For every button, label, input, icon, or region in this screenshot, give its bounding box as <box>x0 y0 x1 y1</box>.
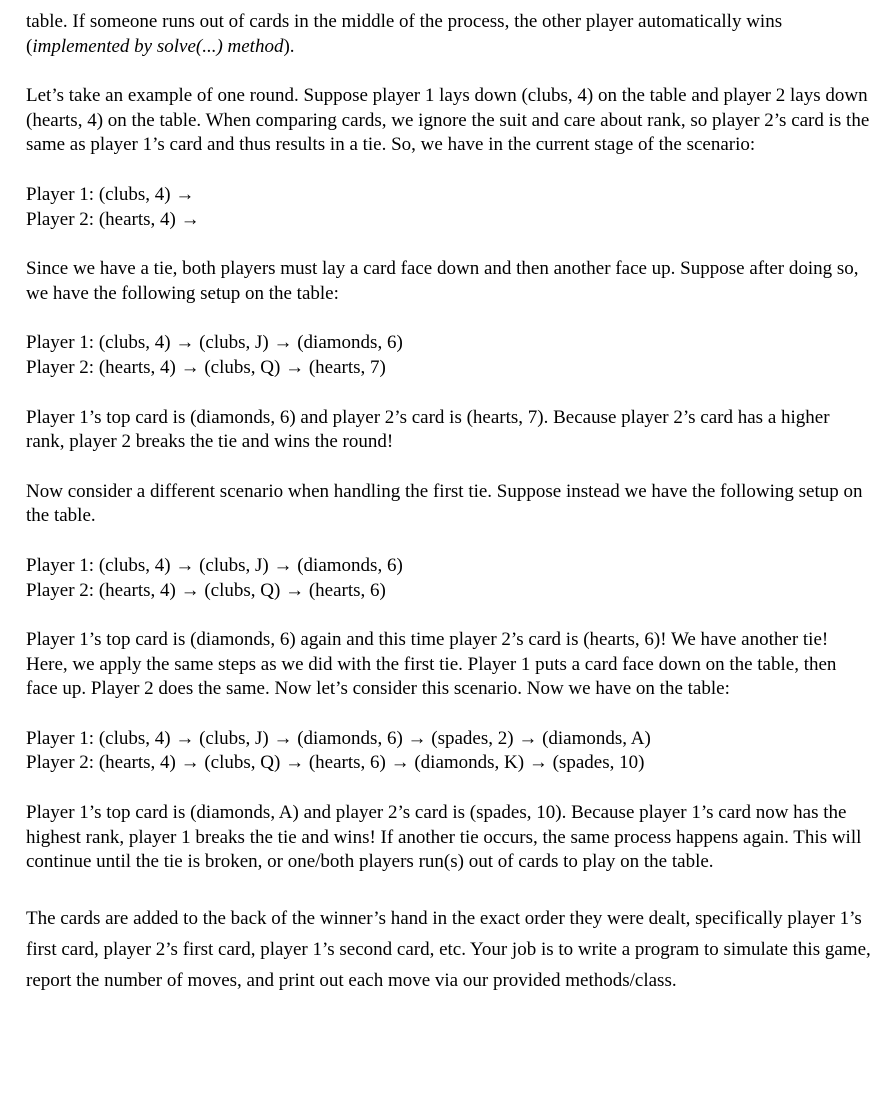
player-1-line: Player 1: (clubs, 4) → <box>26 183 195 205</box>
paragraph-another-tie: Player 1’s top card is (diamonds, 6) again and this time player 2’s card is (hearts, 6)! We have another tie! Here, we apply the same steps as we did with the first tie. Player 1 puts a card face down on the table, then face up. Player 2 does the same. Now let’s consider this scenario. Now we have on the table: <box>26 629 837 700</box>
paragraph-different-scenario: Now consider a different scenario when handling the first tie. Suppose instead we have the following setup on the table. <box>26 480 863 527</box>
player-1-line: Player 1: (clubs, 4) → (clubs, J) → (diamonds, 6) → (spades, 2) → (diamonds, A) <box>26 727 651 749</box>
paragraph-solve-note <box>26 10 871 59</box>
paragraph-text: table. If someone runs out of cards in the middle of the process, the other player automatically wins ( <box>26 11 783 57</box>
player-2-line: Player 2: (hearts, 4) → (clubs, Q) → (hearts, 7) <box>26 356 386 378</box>
paragraph-tie-broken: Player 1’s top card is (diamonds, 6) and player 2’s card is (hearts, 7). Because player 2’s card has a higher rank, player 2 breaks the tie and wins the round! <box>26 406 830 453</box>
paragraph-task: The cards are added to the back of the winner’s hand in the exact order they were dealt, specifically player 1’s first card, player 2’s first card, player 1’s second card, etc. Your job is to write a program to simulate this game, report the number of moves, and print out each move via our provided methods/class. <box>26 907 871 991</box>
paragraph-tie: Since we have a tie, both players must lay a card face down and then another face up. Suppose after doing so, we have the following setup on the table: <box>26 258 859 304</box>
method-reference: implemented by solve(...) method <box>32 35 284 57</box>
player-2-line: Player 2: (hearts, 4) → <box>26 208 200 230</box>
setup-block-3 <box>26 554 871 603</box>
paragraph-example-round: Let’s take an example of one round. Suppose player 1 lays down (clubs, 4) on the table and player 2 lays down (hearts, 4) on the table. When comparing cards, we ignore the suit and care about rank, so player 2’s card is the same as player 1’s card and thus results in a tie. So, we have in the current stage of the scenario: <box>26 85 870 156</box>
player-1-line: Player 1: (clubs, 4) → (clubs, J) → (diamonds, 6) <box>26 332 403 354</box>
setup-block-2 <box>26 331 871 380</box>
paragraph-player1-wins: Player 1’s top card is (diamonds, A) and player 2’s card is (spades, 10). Because player 1’s card now has the highest rank, player 1 breaks the tie and wins! If another tie occurs, the same process happens again. This will continue until the tie is broken, or one/both players run(s) out of cards to play on the table. <box>26 802 862 873</box>
player-1-line: Player 1: (clubs, 4) → (clubs, J) → (diamonds, 6) <box>26 554 403 576</box>
paragraph-text: ). <box>283 35 295 57</box>
setup-block-4 <box>26 727 871 776</box>
player-2-line: Player 2: (hearts, 4) → (clubs, Q) → (hearts, 6) <box>26 579 386 601</box>
setup-block-1 <box>26 183 871 232</box>
player-2-line: Player 2: (hearts, 4) → (clubs, Q) → (hearts, 6) → (diamonds, K) → (spades, 10) <box>26 752 645 774</box>
